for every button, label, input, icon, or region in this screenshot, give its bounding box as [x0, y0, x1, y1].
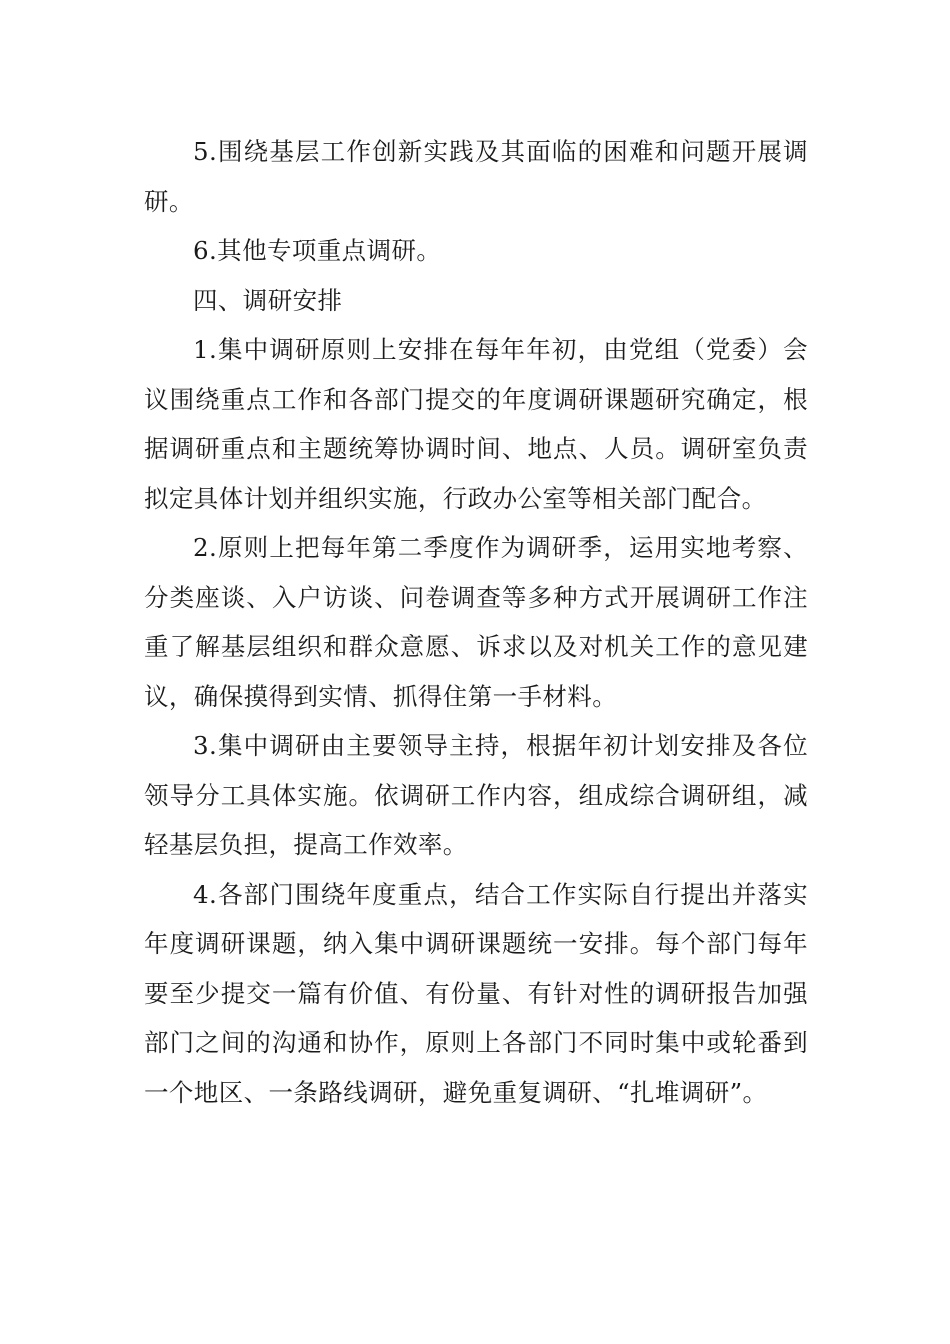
- paragraph-item-6: 6.其他专项重点调研。: [193, 236, 442, 265]
- paragraph-arrangement-3: 3.集中调研由主要领导主持，根据年初计划安排及各位领导分工具体实施。依调研工作内容，组成综合调研组，减轻基层负担，提高工作效率。: [144, 731, 808, 859]
- paragraph-arrangement-2: 2.原则上把每年第二季度作为调研季，运用实地考察、分类座谈、入户访谈、问卷调查等多种方式开展调研工作注重了解基层组织和群众意愿、诉求以及对机关工作的意见建议，确保摸得到实情、抓得住第一手材料。: [144, 533, 808, 711]
- paragraph-arrangement-1: 1.集中调研原则上安排在每年年初，由党组（党委）会议围绕重点工作和各部门提交的年度调研课题研究确定，根据调研重点和主题统筹协调时间、地点、人员。调研室负责拟定具体计划并组织实施，行政办公室等相关部门配合。: [144, 335, 808, 513]
- paragraph-item-5: 5.围绕基层工作创新实践及其面临的困难和问题开展调研。: [144, 137, 808, 216]
- section-heading-arrangement: 四、调研安排: [193, 285, 343, 315]
- paragraph-arrangement-4: 4.各部门围绕年度重点，结合工作实际自行提出并落实年度调研课题，纳入集中调研课题统一安排。每个部门每年要至少提交一篇有价值、有份量、有针对性的调研报告加强部门之间的沟通和协作，原则上各部门不同时集中或轮番到一个地区、一条路线调研，避免重复调研、“扎堆调研”。: [144, 879, 808, 1107]
- document-body: [144, 127, 808, 1117]
